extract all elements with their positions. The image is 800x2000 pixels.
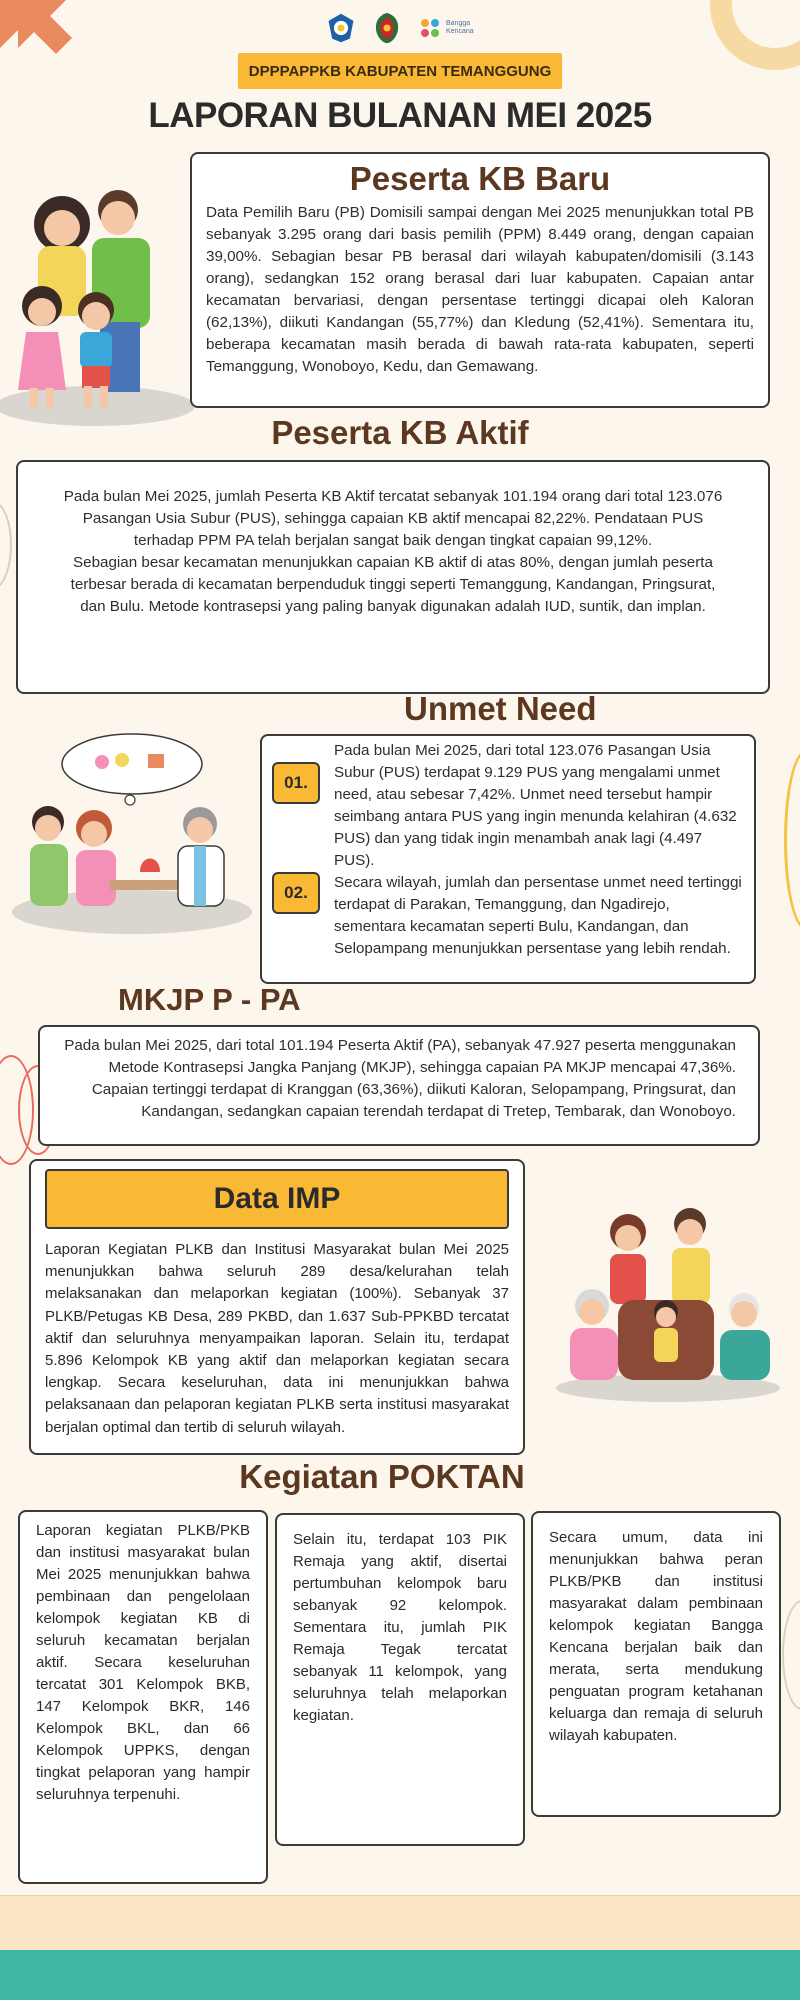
consultation-illustration — [10, 732, 255, 937]
poktan-card-text: Secara umum, data ini menunjukkan bahwa peran PLKB/PKB dan institusi masyarakat dalam pembinaan kelompok kegiatan Bangga Kencana berjalan baik dan merata, serta mendukung penguatan program ketahanan keluarga dan remaja di seluruh wilayah kabupaten. — [549, 1529, 763, 1744]
logo-bkkbn-icon — [325, 10, 357, 46]
decorative-ring — [782, 1600, 800, 1710]
kb-aktif-card — [16, 460, 770, 694]
decorative-ring — [710, 0, 800, 70]
number-badge: 02. — [272, 872, 320, 914]
unmet-need-card — [260, 734, 756, 984]
mkjp-card — [38, 1025, 760, 1146]
logo-caption: Bangga Kencana — [446, 20, 474, 35]
family-illustration — [0, 182, 190, 428]
unmet-need-title: Unmet Need — [404, 690, 597, 727]
decorative-ring — [784, 750, 800, 930]
kb-baru-text: Data Pemilih Baru (PB) Domisili sampai dengan Mei 2025 menunjukkan total PB sebanyak 3.295 orang dari basis pemilih (PPM) 8.449 orang, dengan capaian 39,00%. Sebagian besar PB berasal dari wilayah kabupaten/domisili (3.143 orang), sedangkan 152 orang berasal dari luar kabupaten. Capaian antar kecamatan bervariasi, dengan persentase tertinggi dicapai oleh Kaloran (62,13%), diikuti Kandangan (55,77%) dan Kledung (52,41%). Sementara itu, beberapa kecamatan masih berada di bawah rata-rata kabupaten, seperti Temanggung, Wonoboyo, Kedu, dan Gemawang. — [206, 204, 754, 375]
decorative-ring — [0, 500, 12, 590]
unmet-need-item-text: Pada bulan Mei 2025, dari total 123.076 Pasangan Usia Subur (PUS) terdapat 9.129 PUS yang mengalami unmet need, atau sebesar 7,42%. Unmet need tersebut hampir seimbang antara PUS yang ingin menunda kelahiran (4.632 PUS) dan yang tidak ingin menambah anak lagi (4.497 PUS). — [334, 742, 737, 869]
logo-bangga-kencana-icon — [417, 15, 443, 41]
logo-row — [325, 8, 480, 48]
mkjp-title: MKJP P - PA — [118, 982, 301, 1017]
poktan-card-2 — [275, 1513, 525, 1846]
agency-badge: DPPPAPPKB KABUPATEN TEMANGGUNG — [238, 53, 562, 89]
kb-aktif-title: Peserta KB Aktif — [271, 414, 529, 451]
poktan-card-text: Laporan kegiatan PLKB/PKB dan institusi masyarakat bulan Mei 2025 menunjukkan bahwa pembinaan dan pengelolaan kelompok kegiatan KB di seluruh kecamatan berjalan aktif. Secara keseluruhan tercatat 301 Kelompok BKB, 147 Kelompok BKR, 146 Kelompok BKL, dan 66 Kelompok UPPKS, dengan tingkat pelaporan yang hampir seluruhnya terpenuhi. — [36, 1522, 250, 1803]
extended-family-illustration — [548, 1204, 788, 1404]
unmet-need-item — [272, 740, 744, 872]
unmet-need-item — [272, 872, 744, 960]
number-badge: 01. — [272, 762, 320, 804]
page-title: LAPORAN BULANAN MEI 2025 — [148, 96, 652, 135]
kb-baru-title: Peserta KB Baru — [349, 160, 611, 197]
imp-title: Data IMP — [45, 1169, 509, 1229]
poktan-card-3 — [531, 1511, 781, 1817]
imp-card — [29, 1159, 525, 1455]
imp-text: Laporan Kegiatan PLKB dan Institusi Masyarakat bulan Mei 2025 menunjukkan bahwa seluruh 289 desa/kelurahan telah melaksanakan dan melaporkan kegiatan (100%). Sebanyak 37 PLKB/Petugas KB Desa, 289 PKBD, dan 1.637 Sub-PPKBD tercatat aktif dan seluruhnya menyampaikan laporan. Selain itu, terdapat 5.896 Kelompok KB yang aktif dan melaporkan kegiatan secara lengkap. Secara keseluruhan, data ini menunjukkan bahwa pelaksanaan dan pelaporan kegiatan PLKB serta institusi masyarakat berjalan optimal dan tertib di seluruh wilayah. — [45, 1241, 509, 1436]
footer-band — [0, 1895, 800, 1950]
unmet-need-item-text: Secara wilayah, jumlah dan persentase unmet need tertinggi terdapat di Parakan, Temanggung, dan Ngadirejo, sementara kecamatan seperti Bulu, Kandangan, dan Selopampang menunjukkan persentase yang lebih rendah. — [334, 874, 742, 957]
arrow-corner-icon — [0, 0, 72, 72]
poktan-card-text: Selain itu, terdapat 103 PIK Remaja yang aktif, disertai pertumbuhan kelompok baru sebanyak 92 kelompok. Sementara itu, jumlah PIK Remaja Tegak tercatat sebanyak 11 kelompok, yang seluruhnya telah melaporkan kegiatan. — [293, 1531, 507, 1724]
mkjp-text: Pada bulan Mei 2025, dari total 101.194 Peserta Aktif (PA), sebanyak 47.927 peserta menggunakan Metode Kontrasepsi Jangka Panjang (MKJP), sehingga capaian PA MKJP mencapai 47,36%. Capaian tertinggi terdapat di Kranggan (63,36%), diikuti Kaloran, Selopampang, Pringsurat, dan Kandangan, sedangkan capaian terendah terdapat di Tretep, Tembarak, dan Wonoboyo. — [64, 1037, 736, 1120]
footer-strip — [0, 1950, 800, 2000]
kb-aktif-paragraph-2: Sebagian besar kecamatan menunjukkan capaian KB aktif di atas 80%, dengan jumlah peserta terbesar berada di kecamatan berpenduduk tinggi seperti Temanggung, Kandangan, Pringsurat, dan Bulu. Metode kontrasepsi yang paling banyak digunakan adalah IUD, suntik, dan implan. — [70, 554, 716, 615]
poktan-title: Kegiatan POKTAN — [239, 1458, 525, 1495]
logo-kabupaten-icon — [371, 10, 403, 46]
kb-aktif-paragraph-1: Pada bulan Mei 2025, jumlah Peserta KB Aktif tercatat sebanyak 101.194 orang dari total 123.076 Pasangan Usia Subur (PUS), sehingga capaian KB aktif mencapai 82,22%. Pendataan PUS terhadap PPM PA telah berjalan sangat baik dengan tingkat capaian 99,12%. — [63, 488, 723, 549]
poktan-card-1 — [18, 1510, 268, 1884]
kb-baru-card — [190, 152, 770, 408]
